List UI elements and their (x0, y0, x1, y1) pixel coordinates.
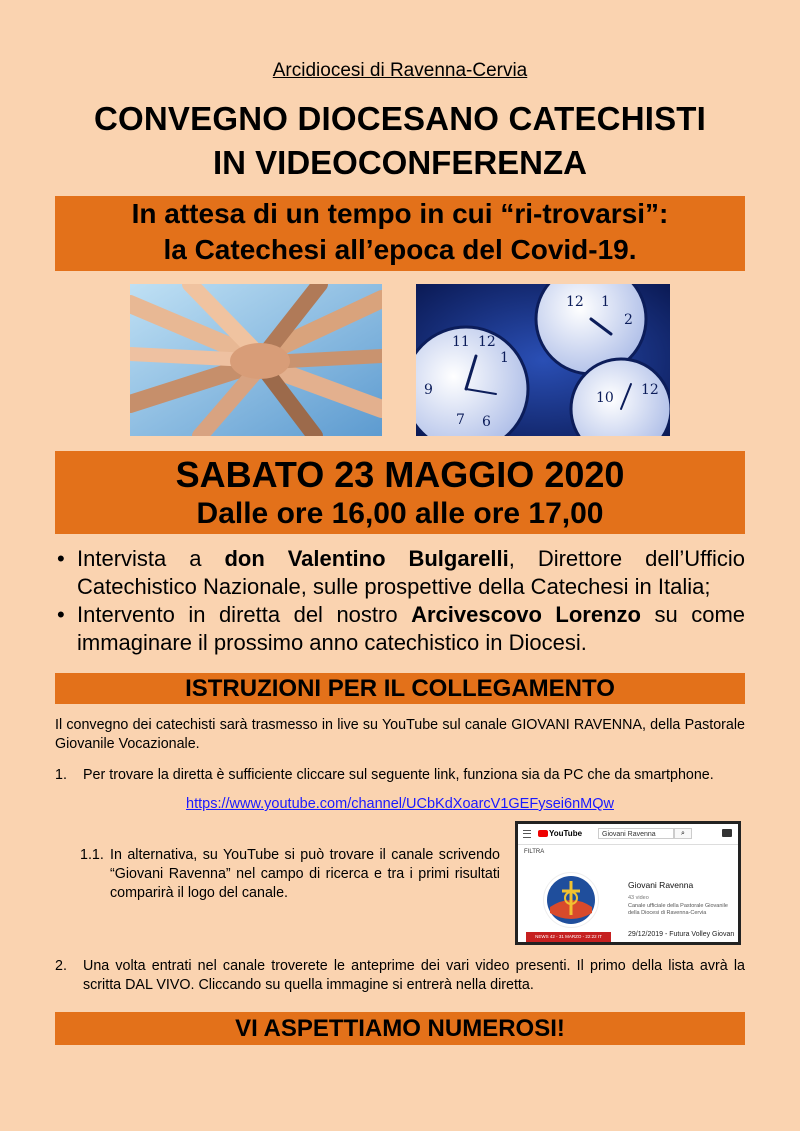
svg-text:9: 9 (424, 382, 433, 398)
youtube-top-bar (518, 824, 738, 845)
channel-description: Canale ufficiale della Pastorale Giovanile della Diocesi di Ravenna-Cervia (628, 903, 728, 916)
list-item (55, 545, 745, 601)
channel-name: Giovani Ravenna (628, 880, 694, 890)
svg-text:12: 12 (641, 382, 659, 398)
instructions-intro: Il convegno dei catechisti sarà trasmesso in live su YouTube sul canale GIOVANI RAVENNA, della Pastorale Giovanile Vocazionale. (55, 717, 745, 752)
bullet-text: , Direttore dell’Ufficio Catechistico Nazionale, sulle prospettive della Catechesi in Italia; (77, 546, 745, 599)
svg-text:1: 1 (500, 350, 509, 366)
menu-icon (523, 830, 531, 838)
video-count: 43 video (628, 895, 649, 901)
svg-text:10: 10 (596, 390, 614, 406)
video-thumbnail-strip: NEWS 42 - 31 MARZO - 22:22 IT (526, 932, 611, 942)
filter-label: FILTRA (524, 849, 545, 855)
diocese-heading: Arcidiocesi di Ravenna-Cervia (272, 60, 528, 81)
title-line-1: CONVEGNO DIOCESANO CATECHISTI (93, 100, 707, 137)
svg-text:1: 1 (601, 294, 610, 310)
subtitle-line-2: la Catechesi all’epoca del Covid-19. (163, 234, 637, 265)
clocks-image (416, 284, 670, 436)
svg-text:12: 12 (478, 334, 496, 350)
hands-together-image (130, 284, 382, 436)
video-title: 29/12/2019 - Futura Volley Giovan (628, 931, 735, 938)
list-item (55, 601, 745, 657)
closing-band (55, 1012, 745, 1045)
subtitle-line-1: In attesa di un tempo in cui “ri-trovarsi”: (131, 198, 669, 229)
youtube-search-screenshot (515, 821, 741, 945)
subtitle-band (55, 196, 745, 271)
bullet-text: Intervista a (77, 546, 225, 571)
step-2 (55, 957, 745, 995)
bullet-icon: • (57, 602, 65, 627)
bullet-icon: • (57, 546, 65, 571)
step-number: 2. (55, 958, 67, 974)
svg-text:12: 12 (566, 294, 584, 310)
svg-text:7: 7 (456, 412, 465, 428)
step-1-1 (80, 846, 500, 903)
youtube-channel-link[interactable]: https://www.youtube.com/channel/UCbKdXoarcV1GEFysei6nMQw (186, 796, 614, 812)
search-icon: ⌕ (674, 828, 692, 839)
step-1 (55, 766, 745, 785)
step-number: 1.1. (80, 847, 104, 863)
channel-logo (543, 872, 599, 928)
video-camera-icon (722, 829, 732, 837)
event-time: Dalle ore 16,00 alle ore 17,00 (196, 497, 604, 530)
speaker-name: Arcivescovo Lorenzo (411, 602, 641, 627)
play-icon (538, 830, 548, 837)
svg-text:11: 11 (452, 334, 470, 350)
closing-message: VI ASPETTIAMO NUMEROSI! (235, 1015, 565, 1042)
bullet-text: Intervento in diretta del nostro (77, 602, 412, 627)
instructions-heading: ISTRUZIONI PER IL COLLEGAMENTO (185, 675, 615, 702)
step-text: Una volta entrati nel canale troverete le anteprime dei vari video presenti. Il primo della lista avrà la scritta DAL VIVO. Cliccando su quella immagine si entrerà nella diretta. (83, 958, 745, 993)
program-list (55, 545, 745, 657)
youtube-search-input: Giovani Ravenna (598, 828, 674, 839)
step-text: In alternativa, su YouTube si può trovare il canale scrivendo “Giovani Ravenna” nel campo di ricerca e tra i primi risultati comparirà il logo del canale. (110, 847, 500, 901)
instructions-band (55, 673, 745, 704)
svg-text:6: 6 (482, 414, 491, 430)
title-line-2: IN VIDEOCONFERENZA (212, 144, 588, 181)
step-number: 1. (55, 767, 67, 783)
svg-text:2: 2 (624, 312, 633, 328)
event-date: SABATO 23 MAGGIO 2020 (175, 454, 625, 495)
step-text: Per trovare la diretta è sufficiente cliccare sul seguente link, funziona sia da PC che da smartphone. (83, 767, 714, 783)
bullet-text: su come immaginare il prossimo anno catechistico in Diocesi. (77, 602, 746, 655)
event-date-band (55, 451, 745, 534)
speaker-name: don Valentino Bulgarelli (224, 546, 509, 571)
youtube-logo: YouTube (538, 829, 582, 838)
